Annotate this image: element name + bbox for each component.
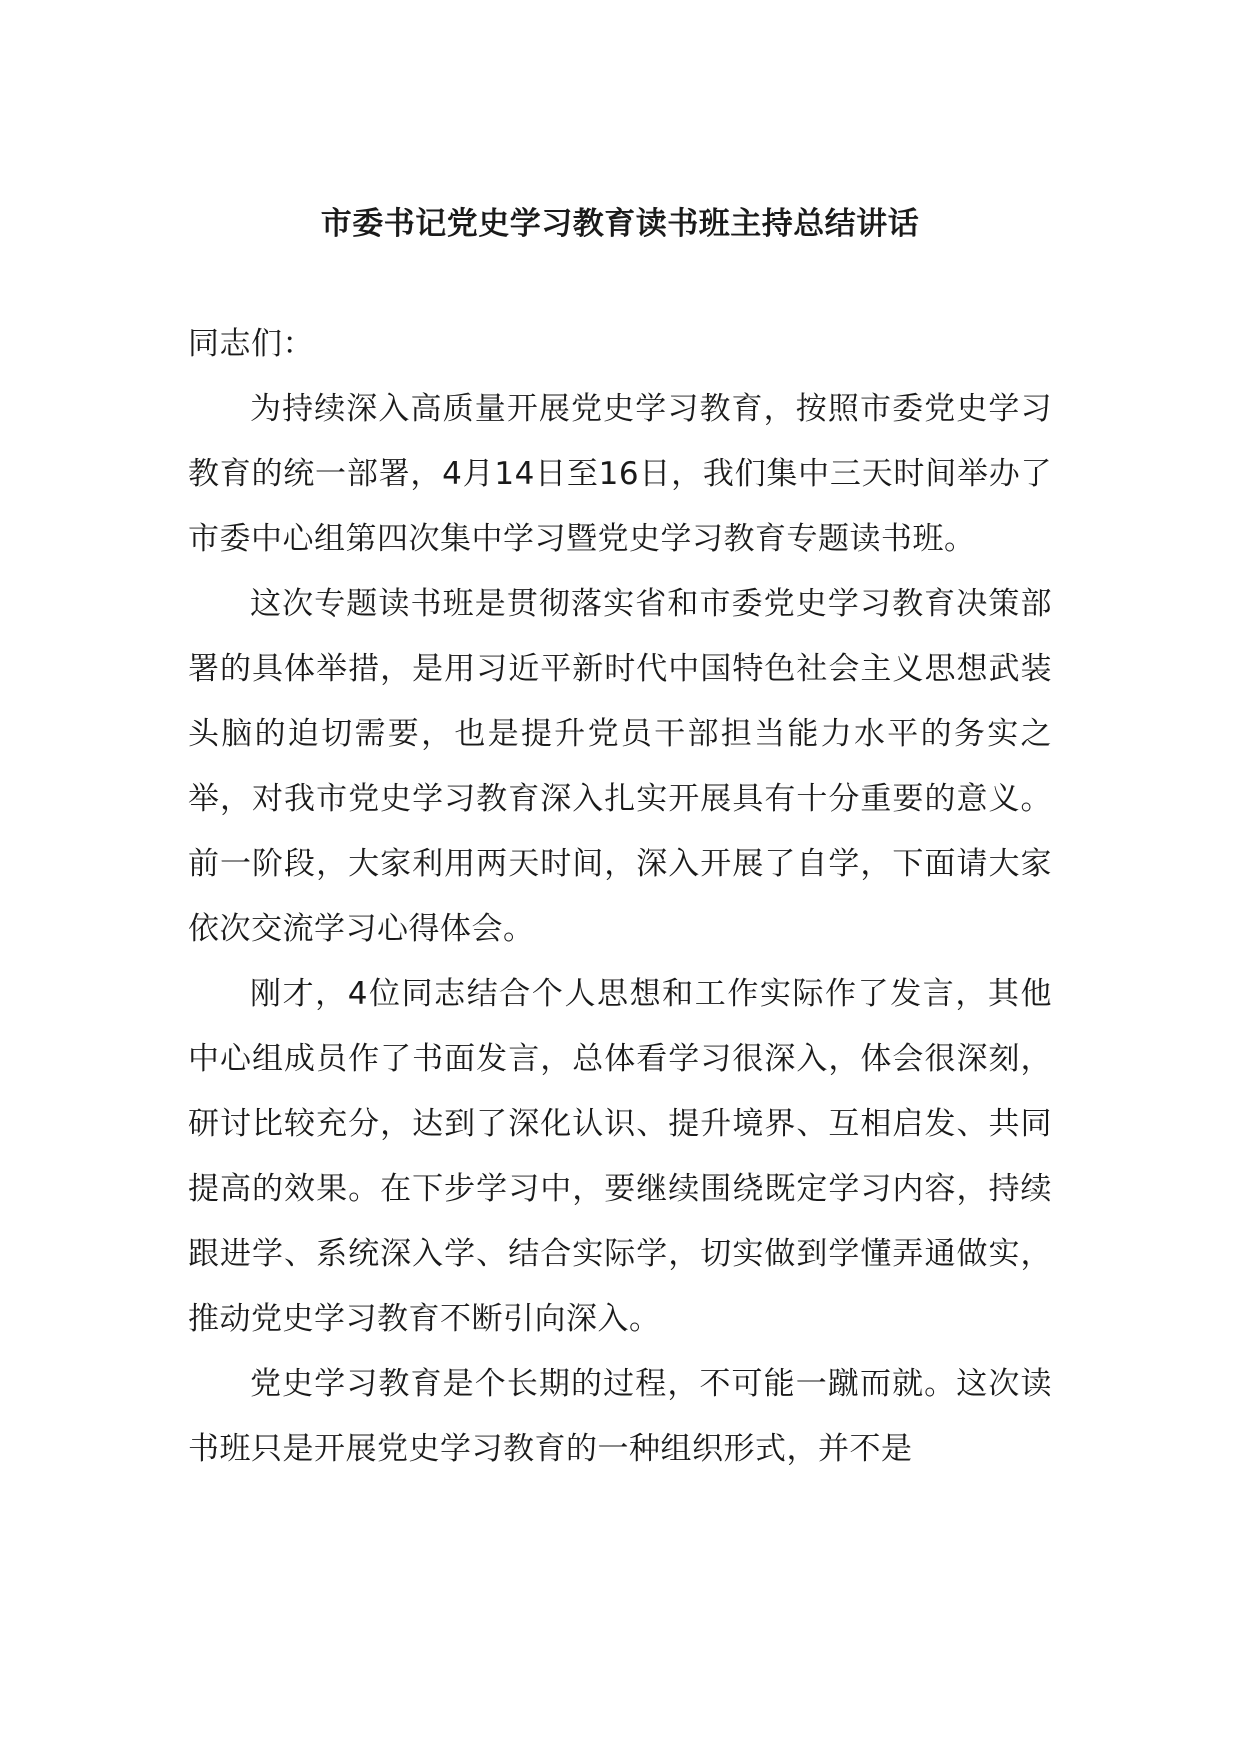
salutation: 同志们：: [188, 326, 314, 362]
paragraph-4: 党史学习教育是个长期的过程，不可能一蹴而就。这次读书班只是开展党史学习教育的一种组织形式，并不是: [188, 1366, 1052, 1467]
paragraph-3: 刚才，4位同志结合个人思想和工作实际作了发言，其他中心组成员作了书面发言，总体看学习很深入，体会很深刻，研讨比较充分，达到了深化认识、提升境界、互相启发、共同提高的效果。在下步学习中，要继续围绕既定学习内容，持续跟进学、系统深入学、结合实际学，切实做到学懂弄通做实，推动党史学习教育不断引向深入。: [188, 976, 1052, 1337]
paragraph-1: 为持续深入高质量开展党史学习教育，按照市委党史学习教育的统一部署，4月14日至16日，我们集中三天时间举办了市委中心组第四次集中学习暨党史学习教育专题读书班。: [188, 391, 1052, 557]
document-body: [188, 312, 1052, 1482]
paragraph-2: 这次专题读书班是贯彻落实省和市委党史学习教育决策部署的具体举措，是用习近平新时代中国特色社会主义思想武装头脑的迫切需要，也是提升党员干部担当能力水平的务实之举，对我市党史学习教育深入扎实开展具有十分重要的意义。前一阶段，大家利用两天时间，深入开展了自学，下面请大家依次交流学习心得体会。: [188, 586, 1052, 947]
document-title: 市委书记党史学习教育读书班主持总结讲话: [320, 206, 920, 242]
